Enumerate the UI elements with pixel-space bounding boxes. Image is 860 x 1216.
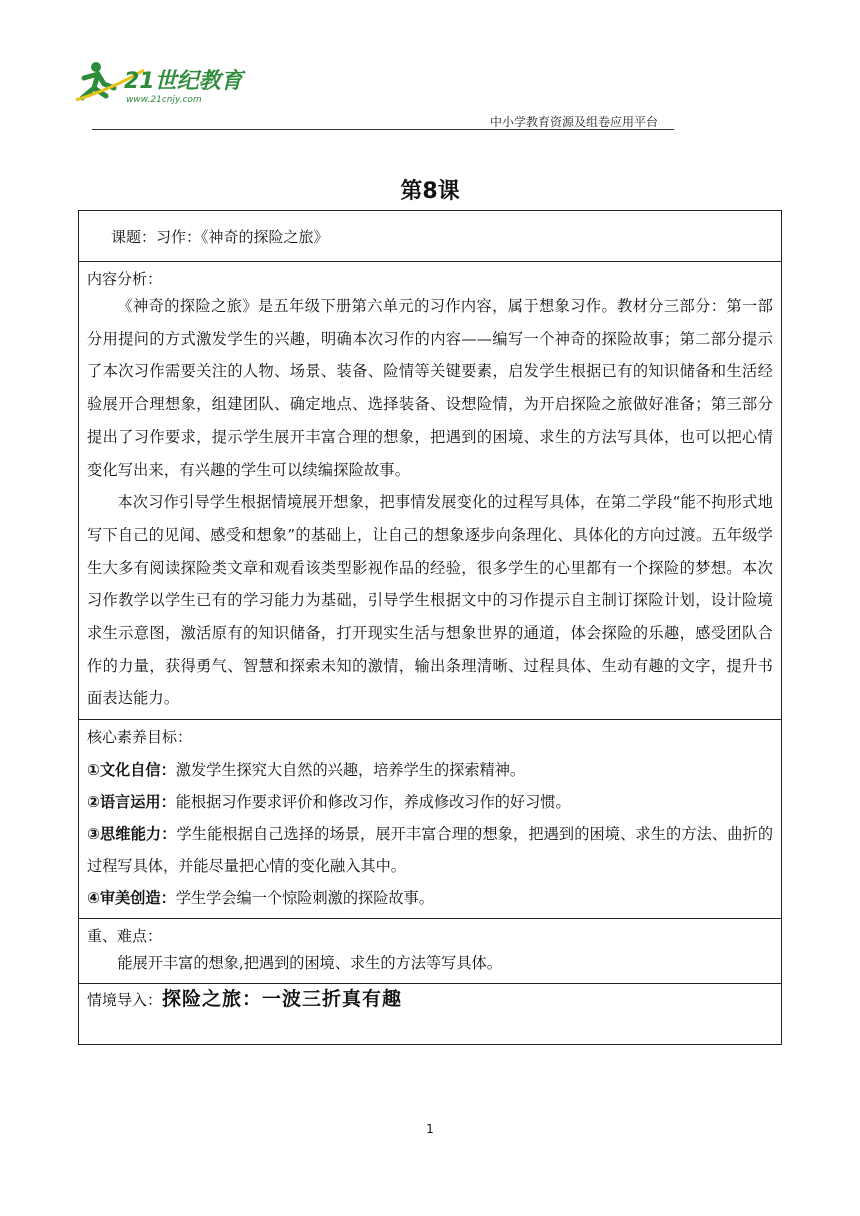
goal-item	[87, 818, 773, 882]
content-analysis-row	[79, 262, 782, 720]
goal-text: 学生能根据自己选择的场景，展开丰富合理的想象，把遇到的困境、求生的方法、曲折的过程写具体，并能尽量把心情的变化融入其中。	[87, 825, 774, 876]
core-goals-row	[79, 720, 782, 919]
key-points-text: 能展开丰富的想象,把遇到的困境、求生的方法等写具体。	[117, 954, 502, 973]
key-points-label: 重、难点：	[87, 927, 163, 946]
goal-item	[87, 786, 773, 818]
header-divider	[92, 129, 674, 130]
page-number: 1	[426, 1122, 434, 1136]
intro-row	[79, 984, 782, 1045]
core-goals-label: 核心素养目标：	[87, 728, 193, 747]
topic-text: 课题：习作：《神奇的探险之旅》	[111, 228, 329, 246]
goal-name: ④审美创造：	[87, 889, 176, 908]
goal-name: ①文化自信：	[87, 761, 176, 780]
intro-label: 情境导入：	[87, 991, 163, 1010]
goal-name: ②语言运用：	[87, 793, 176, 812]
site-logo	[74, 58, 254, 108]
goal-item	[87, 882, 773, 914]
lesson-table	[78, 210, 782, 1045]
intro-theme: 探险之旅：一波三折真有趣	[162, 988, 403, 1011]
content-analysis-label: 内容分析：	[87, 270, 163, 288]
goal-text: 激发学生探究大自然的兴趣，培养学生的探索精神。	[175, 761, 526, 780]
goal-item	[87, 754, 773, 786]
topic-row	[79, 211, 782, 262]
goal-text: 能根据习作要求评价和修改习作，养成修改习作的好习惯。	[175, 793, 571, 812]
analysis-paragraph-2: 本次习作引导学生根据情境展开想象，把事情发展变化的过程写具体，在第二学段“能不拘形式地写下自己的见闻、感受和想象”的基础上，让自己的想象逐步向条理化、具体化的方向过渡。五年级学生大多有阅读探险类文章和观看该类型影视作品的经验，很多学生的心里都有一个探险的梦想。本次习作教学以学生已有的学习能力为基础，引导学生根据文中的习作提示自主制订探险计划，设计险境求生示意图，激活原有的知识储备，打开现实生活与想象世界的通道，体会探险的乐趣，感受团队合作的力量，获得勇气、智慧和探索未知的激情，输出条理清晰、过程具体、生动有趣的文字，提升书面表达能力。	[87, 493, 773, 708]
logo-text: 21世纪教育	[124, 69, 243, 94]
key-points-row	[79, 919, 782, 984]
platform-name: 中小学教育资源及组卷应用平台	[489, 115, 658, 129]
goal-name: ③思维能力：	[87, 825, 177, 844]
goal-text: 学生学会编一个惊险刺激的探险故事。	[175, 889, 434, 908]
analysis-paragraph-1: 《神奇的探险之旅》是五年级下册第六单元的习作内容，属于想象习作。教材分三部分：第一部分用提问的方式激发学生的兴趣，明确本次习作的内容——编写一个神奇的探险故事；第二部分提示了本次习作需要关注的人物、场景、装备、险情等关键要素，启发学生根据已有的知识储备和生活经验展开合理想象，组建团队、确定地点、选择装备、设想险情，为开启探险之旅做好准备；第三部分提出了习作要求，提示学生展开丰富合理的想象，把遇到的困境、求生的方法写具体，也可以把心情变化写出来，有兴趣的学生可以续编探险故事。	[87, 297, 773, 479]
page-title: 第8课	[400, 179, 460, 204]
logo-url: www.21cnjy.com	[126, 95, 202, 105]
